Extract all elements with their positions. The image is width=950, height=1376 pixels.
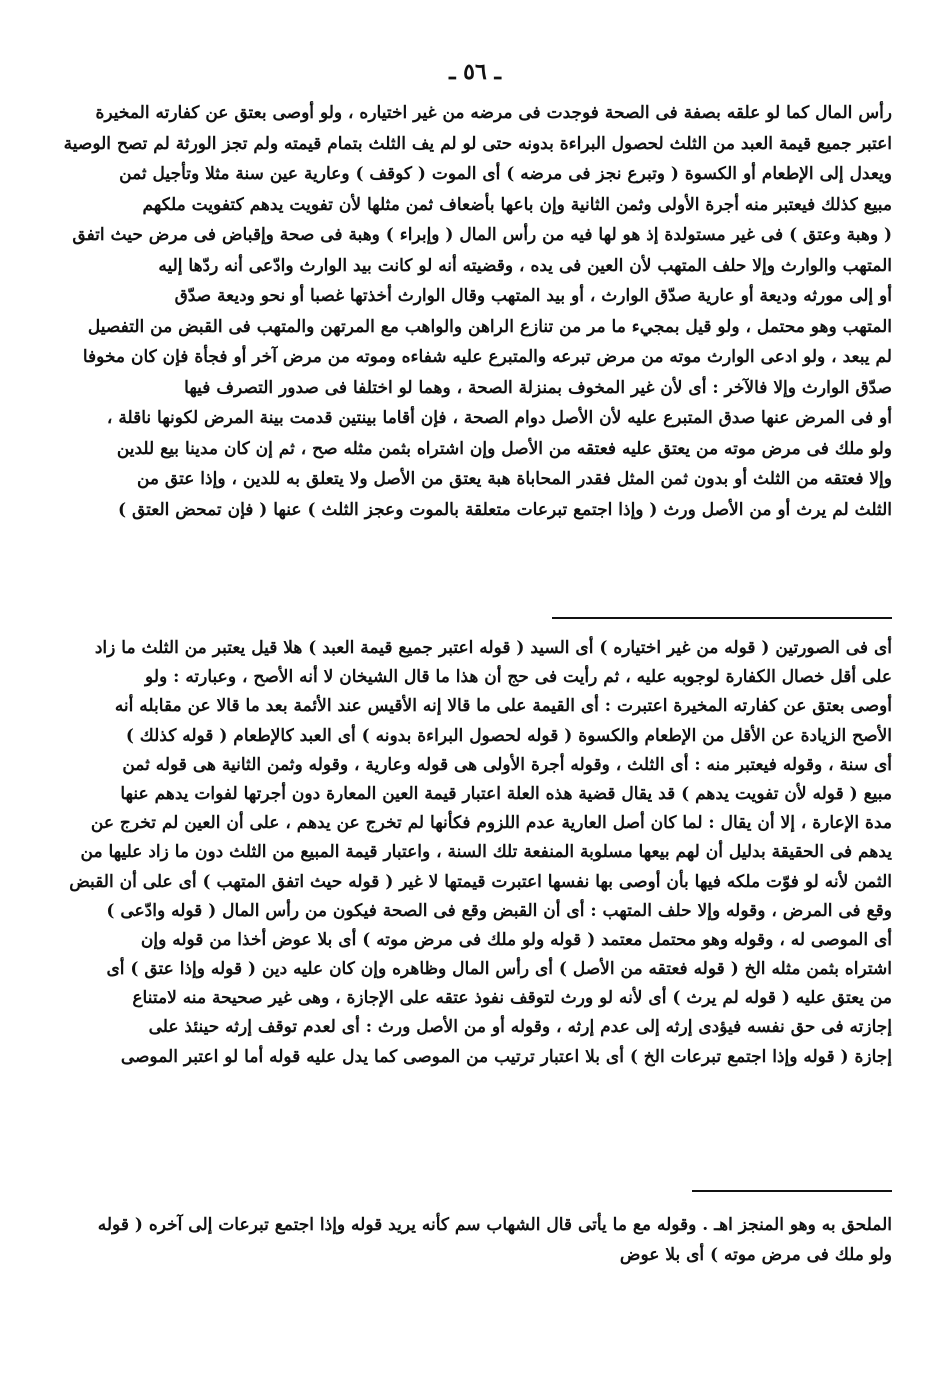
main-text-line: أو إلى مورثه وديعة أو عارية صدّق الوارث ، أو بيد المتهب وقال الوارث أخذتها غصبا أو نحو وديعة صدّق: [174, 286, 892, 306]
main-text-line: الثلث لم يرث أو من الأصل ورث ( وإذا اجتمع تبرعات متعلقة بالموت وعجز الثلث ) عنها ( فإن تمحض العتق ): [118, 499, 892, 520]
commentary-line: من يعتق عليه ( قوله لم يرث ) أى لأنه لو ورث لتوقف نفوذ عتقه على الإجازة ، وهى غير صحيحة منه لامتناع: [132, 988, 892, 1009]
commentary-line: إجازته فى حق نفسه فيؤدى إرثه إلى عدم إرثه ، وقوله أو من الأصل ورث : أى لعدم توقف إرثه حينئذ على: [148, 1017, 892, 1038]
commentary-line: على أقل خصال الكفارة لوجوبه عليه ، ثم رأيت فى حج أن هذا ما قال الشيخان لا أنه الأصح ، وعبارته : ولو: [145, 667, 892, 688]
commentary-line: أى سنة ، وقوله فيعتبر منه : أى الثلث ، وقوله أجرة الأولى هى قوله وعارية ، وقوله وثمن الثانية هى قوله ثمن: [122, 754, 892, 775]
commentary-line: الثمن لأنه لو فوّت ملكه فيها بأن أوصى بها نفسها اعتبرت قيمتها لا غير ( قوله حيث اتفق المتهب ) أى على أن القبض: [69, 871, 892, 892]
commentary-line: وقع فى المرض ، وقوله وإلا حلف المتهب : أى أن القبض وقع فى الصحة فيكون من رأس المال ( قوله وادّعى ): [106, 900, 892, 921]
main-text-line: ولو ملك فى مرض موته من يعتق عليه فعتقه من الأصل وإن اشتراه بثمن مثله صح ، ثم إن كان مدينا بيع للدين: [116, 438, 892, 459]
commentary-line: يدهم فى الحقيقة بدليل أن لهم بيعها مسلوبة المنفعة تلك السنة ، واعتبار قيمة المبيع من الثلث دون ما زاد عليها من: [80, 842, 892, 863]
footnote-block: [58, 1210, 892, 1270]
footnote-separator-rule: [692, 1190, 892, 1192]
main-text-line: المتهب والوارث وإلا حلف المتهب لأن العين فى يده ، وقضيته أنه لو كانت بيد الوارث وادّعى أنه ردّها إليه: [158, 255, 892, 276]
main-text-line: ( وهبة وعتق ) فى غير مستولدة إذ هو لها فيه من رأس المال ( وإبراء ) وهبة فى صحة وإقباض فى مرض حيث اتفق: [72, 225, 892, 245]
footnote-line: الملحق به وهو المنجز اهـ . وقوله مع ما يأتى قال الشهاب سم كأنه يريد قوله وإذا اجتمع تبرعات إلى آخره ( قوله: [97, 1215, 892, 1235]
main-text-line: لم يبعد ، ولو ادعى الوارث موته من مرض تبرعه والمتبرع عليه شفاءه وموته من مرض آخر أو فجأة فإن كان مخوفا: [82, 347, 892, 367]
commentary-line: أوصى بعتق عن كفارته المخيرة اعتبرت : أى القيمة على ما قالا إنه الأقيس عند الأئمة بعد ما قالا عن مقابله أنه: [114, 696, 892, 717]
commentary-separator-rule: [552, 617, 892, 619]
commentary-block: [58, 634, 892, 1072]
page-number: ـ ٥٦ ـ: [449, 59, 501, 85]
commentary-line: أى الموصى له ، وقوله وهو محتمل معتمد ( قوله ولو ملك فى مرض موته ) أى بلا عوض أخذا من قوله وإن: [140, 929, 892, 950]
main-text-line: رأس المال كما لو علقه بصفة فى الصحة فوجدت فى مرضه من غير اختياره ، ولو أوصى بعتق عن كفارته المخيرة: [95, 103, 892, 123]
main-text-line: صدّق الوارث وإلا فالآخر : أى لأن غير المخوف بمنزلة الصحة ، وهما لو اختلفا فى صدور التصرف فيها: [184, 377, 892, 398]
main-text-line: المتهب وهو محتمل ، ولو قيل بمجيء ما مر من تنازع الراهن والواهب مع المرتهن والمتهب فى القبض من التفصيل: [87, 316, 892, 337]
main-text-line: ويعدل إلى الإطعام أو الكسوة ( وتبرع نجز فى مرضه ) أى الموت ( كوقف ) وعارية عين سنة مثلا وتأجيل ثمن: [119, 164, 892, 184]
commentary-line: اشتراه بثمن مثله الخ ( قوله فعتقه من الأصل ) أى رأس المال وظاهره وإن كان عليه دين ( قوله وإذا عتق ) أى: [106, 959, 892, 980]
commentary-line: أى فى الصورتين ( قوله من غير اختياره ) أى السيد ( قوله اعتبر جميع قيمة العبد ) هلا قيل يعتبر من الثلث ما زاد: [94, 638, 892, 658]
footnote-line: ولو ملك فى مرض موته ) أى بلا عوض: [619, 1245, 892, 1265]
main-text-line: مبيع كذلك فيعتبر منه أجرة الأولى وثمن الثانية وإن باعها بأضعاف ثمن مثلها لأن تفويت يدهم كتفويت ملكهم: [142, 194, 892, 215]
commentary-line: الأصح الزيادة عن الأقل من الإطعام والكسوة ( قوله لحصول البراءة بدونه ) أى العبد كالإطعام ( قوله كذلك ): [125, 725, 892, 746]
commentary-line: إجازة ( قوله وإذا اجتمع تبرعات الخ ) أى بلا اعتبار ترتيب من الموصى كما يدل عليه قوله أما لو اعتبر الموصى: [120, 1046, 892, 1067]
main-text-line: وإلا فعتقه من الثلث أو بدون ثمن المثل فقدر المحاباة هبة يعتق من الأصل ولا يتعلق به للدين ، وإذا عتق من: [136, 469, 892, 489]
main-text-line: أو فى المرض عنها صدق المتبرع عليه لأن الأصل دوام الصحة ، فإن أقاما بينتين قدمت بينة المرض لكونها ناقلة ،: [106, 408, 892, 428]
main-text-line: اعتبر جميع قيمة العبد من الثلث لحصول البراءة بدونه حتى لو لم يف الثلث بتمام قيمته ولم تجز الورثة لم تصح الوصية: [63, 133, 892, 154]
commentary-line: مدة الإعارة ، إلا أن يقال : لما كان أصل العارية عدم اللزوم فكأنها لم تخرج عن يدهم ، على أن العين لم تخرج عن: [90, 813, 892, 834]
main-text-block: [58, 98, 892, 525]
commentary-line: مبيع ( قوله لأن تفويت يدهم ) قد يقال قضية هذه العلة اعتبار قيمة العين المعارة دون أجرتها لفوات يدهم عنها: [120, 783, 892, 804]
